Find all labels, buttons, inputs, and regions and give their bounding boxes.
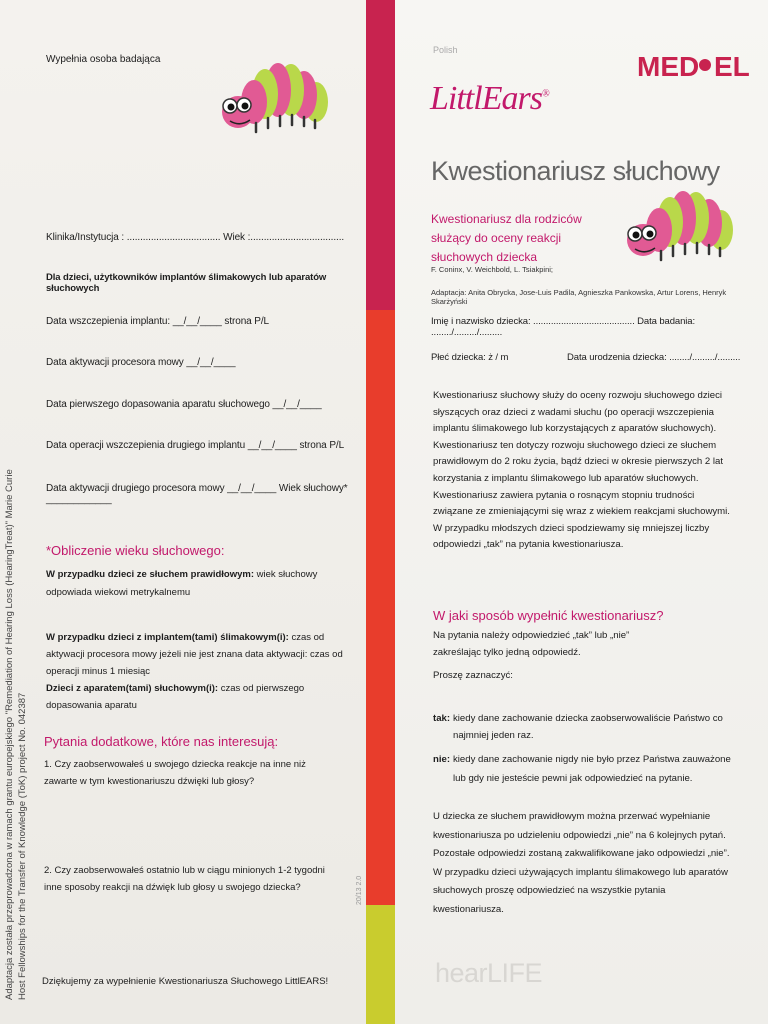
subtitle: Kwestionariusz dla rodziców służący do oceny reakcji słuchowych dziecka [431,212,582,264]
yes-label: tak: [433,713,451,724]
question-2: 2. Czy zaobserwowałeś ostatnio lub w ciągu minionych 1-2 tygodni inne sposoby reakcji na dźwięk lub głosy u swojego dziecka? [44,865,325,893]
hearlife-footer: hearLIFE [435,958,543,988]
please-mark: Proszę zaznaczyć: [433,670,513,681]
intro-paragraph [433,388,733,554]
adaptation-credits: Adaptacja: Anita Obrycka, Jose-Luis Padila, Agnieszka Pankowska, Artur Lorens, Henryk Skarżyński [431,288,727,306]
no-label: nie: [433,754,451,765]
side-note-1: Adaptacja została przeprowadzona w ramach grantu europejskiego "Remediation of Hearing Loss (HearingTreat)" Marie Curie [4,469,15,1000]
color-strip [366,0,395,1024]
page-title: Kwestionariusz słuchowy [431,156,720,186]
implant-text: czas od aktywacji procesora mowy jeżeli nie jest znana data aktywacji: czas od operacji minus 1 miesiąc [46,632,343,677]
strip-segment-red [366,310,395,905]
aid-text: czas od pierwszego dopasowania aparatu [46,683,305,711]
aid-bold: Dzieci z aparatem(tami) słuchowym(i): [46,683,219,694]
strip-segment-crimson [366,0,395,310]
question-1: 1. Czy zaobserwowałeś u swojego dziecka reakcje na inne niż zawarte w tym kwestionariuszu dźwięki lub głosy? [44,759,306,787]
second-implant-field: Data operacji wszczepienia drugiego implantu __/__/____ strona P/L [46,440,345,451]
medel-logo [635,50,750,87]
littlears-logo-text: LittlEars [430,80,542,117]
no-option [433,750,733,788]
right-page [395,0,768,1024]
birth-date-field: Data urodzenia dziecka: ......../........./......... [567,352,741,363]
svg-text:MED: MED [637,51,700,82]
medel-logo-graphic [635,50,750,82]
littlears-logo: LittlEars® [430,80,549,117]
intro-text-2: W przypadku młodszych dzieci spodziewamy się mniejszej liczby odpowiedzi „tak” na pytania kwestionariusza. [433,522,710,551]
yes-option [433,710,733,744]
caterpillar-icon [623,178,735,268]
normal-hearing-bold: W przypadku dzieci ze słuchem prawidłowym: [46,569,254,580]
normal-hearing-text: wiek słuchowy odpowiada wiekowi metrykalnemu [46,569,318,598]
thanks-line: Dziękujemy za wypełnienie Kwestionariusza Słuchowego LittlEARS! [42,976,329,987]
final-paragraph: U dziecka ze słuchem prawidłowym można przerwać wypełnianie kwestionariusza po udzieleniu odpowiedzi „nie” na 6 kolejnych pytań. Pozostałe odpowiedzi zostaną zakwalifikowane jako odpowiedzi „nie”. W przypadku dzieci używających implantu ślimakowego lub aparatów słuchowych proszę odpowiedzieć na wszystkie pytania kwestionariusza. [433,811,730,915]
implant-note [46,629,346,714]
hearing-age-heading: *Obliczenie wieku słuchowego: [46,543,225,558]
clinic-field: Klinika/Instytucja : ................................... Wiek :................................... [46,232,345,243]
sex-field: Płeć dziecka: ż / m [431,352,509,363]
version-code: 20/13 2.0 [356,875,363,905]
authors: F. Coninx, V. Weichbold, L. Tsiakpini; [431,265,554,274]
side-note-2: Host Fellowships for the Transfer of Knowledge (ToK) project No. 042387 [17,692,28,1000]
left-page [0,0,366,1024]
audience-line: Dla dzieci, użytkowników implantów ślimakowych lub aparatów słuchowych [46,272,327,294]
normal-hearing-note [46,566,346,602]
implant-date-field: Data wszczepienia implantu: __/__/____ strona P/L [46,316,270,327]
svg-text:EL: EL [714,51,750,82]
strip-segment-lime [366,905,395,1024]
no-text: kiedy dane zachowanie nigdy nie było przez Państwa zauważone lub gdy nie jesteście pewni jak odpowiedzieć na pytanie. [453,754,731,784]
howto-heading: W jaki sposób wypełnić kwestionariusz? [433,608,664,623]
intro-text: Kwestionariusz słuchowy służy do oceny rozwoju słuchowego dzieci słyszących oraz dzieci z wadami słuchu (po operacji wszczepienia implantu ślimakowego lub korzystających z aparatów słuchowych). Kwestionariusz ten dotyczy rozwoju słuchowego dzieci ze słuchem prawidłowym do 2 roku życia, bądź dzieci w okresie pierwszych 2 lat korzystania z implantu ślimakowego lub aparatów słuchowych. Kwestionariusz zawiera pytania o rosnącym stopniu trudności związane ze zmieniającymi się wraz z wiekiem reakcjami słuchowymi. [433,390,730,518]
hearing-aid-fit-field: Data pierwszego dopasowania aparatu słuchowego __/__/____ [46,399,322,410]
language-label: Polish [433,45,458,55]
caterpillar-icon [218,50,330,140]
additional-questions-heading: Pytania dodatkowe, które nas interesują: [44,734,279,749]
implant-bold: W przypadku dzieci z implantem(tami) ślimakowym(i): [46,632,289,643]
child-name-field: Imię i nazwisko dziecka: ........................................ Data badania: ......../........./......... [431,316,696,338]
filled-by-label: Wypełnia osoba badająca [46,54,161,65]
howto-text: Na pytania należy odpowiedzieć „tak” lub „nie” zakreślając tylko jedną odpowiedź. [433,630,630,658]
second-processor-field: Data aktywacji drugiego procesora mowy __/__/____ Wiek słuchowy* ____________ [46,483,348,505]
processor-activation-field: Data aktywacji procesora mowy __/__/____ [46,357,236,368]
yes-text: kiedy dane zachowanie dziecka zaobserwowaliście Państwo co najmniej jeden raz. [453,713,723,741]
